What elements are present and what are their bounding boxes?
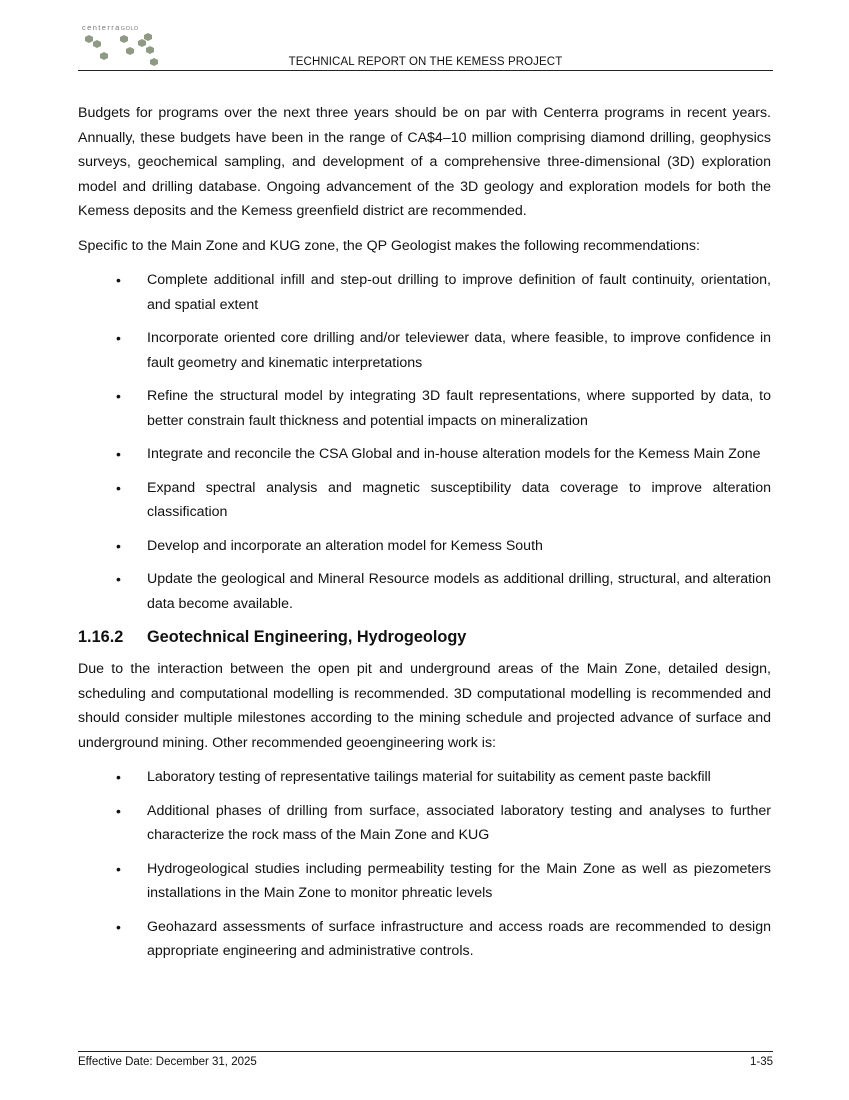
bullet-icon: • — [116, 918, 121, 935]
logo-wordmark: centerraGOLD — [82, 23, 139, 32]
bullet-icon: • — [116, 479, 121, 496]
recommendations-intro: Specific to the Main Zone and KUG zone, the QP Geologist makes the following recommendations: — [78, 237, 700, 254]
list-item: • Update the geological and Mineral Resource models as additional drilling, structural, and alteration data become available. — [78, 567, 771, 616]
bullet-icon: • — [116, 860, 121, 877]
list-item: • Geohazard assessments of surface infrastructure and access roads are recommended to design appropriate engineering and administrative controls. — [78, 915, 771, 964]
page-body — [78, 101, 771, 973]
geoengineering-paragraph: Due to the interaction between the open pit and underground areas of the Main Zone, detailed design, scheduling and computational modelling is recommended. 3D computational modelling is recommended and should consider multiple milestones according to the mining schedule and projected advance of surface and underground mining. Other recommended geoengineering work is: — [78, 661, 771, 751]
list-item: • Hydrogeological studies including permeability testing for the Main Zone as well as piezometers installations in the Main Zone to monitor phreatic levels — [78, 857, 771, 906]
geoengineering-recommendations-list — [78, 765, 771, 964]
list-item: • Expand spectral analysis and magnetic susceptibility data coverage to improve alteration classification — [78, 476, 771, 525]
list-item: • Additional phases of drilling from surface, associated laboratory testing and analyses to further characterize the rock mass of the Main Zone and KUG — [78, 799, 771, 848]
section-heading — [78, 625, 771, 649]
report-title: TECHNICAL REPORT ON THE KEMESS PROJECT — [288, 56, 563, 68]
page-footer — [78, 1051, 773, 1068]
list-item: • Complete additional infill and step-out drilling to improve definition of fault continuity, orientation, and spatial extent — [78, 268, 771, 317]
bullet-icon: • — [116, 330, 121, 346]
geology-recommendations-list — [78, 268, 771, 616]
effective-date: Effective Date: December 31, 2025 — [78, 1056, 257, 1068]
list-item: • Incorporate oriented core drilling and/or televiewer data, where feasible, to improve confidence in fault geometry and kinematic interpretations — [78, 326, 771, 375]
section-title: Geotechnical Engineering, Hydrogeology — [147, 628, 467, 646]
bullet-icon: • — [116, 769, 121, 785]
bullet-icon: • — [116, 388, 121, 404]
list-item: • Refine the structural model by integrating 3D fault representations, where supported by data, to better constrain fault thickness and potential impacts on mineralization — [78, 384, 771, 433]
bullet-icon: • — [116, 802, 121, 819]
list-item: • Develop and incorporate an alteration model for Kemess South — [78, 534, 771, 559]
bullet-icon: • — [116, 571, 121, 587]
page-number: 1-35 — [749, 1056, 773, 1068]
budget-paragraph: Budgets for programs over the next three years should be on par with Centerra programs in recent years. Annually, these budgets have been in the range of CA$4–10 million comprising diamond drilling, geophysics surveys, geochemical sampling, and development of a comprehensive three-dimensional (3D) exploration model and drilling database. Ongoing advancement of the 3D geology and exploration models for both the Kemess deposits and the Kemess greenfield district are recommended. — [78, 105, 771, 219]
list-item: • Laboratory testing of representative tailings material for suitability as cement paste backfill — [78, 765, 771, 790]
bullet-icon: • — [116, 537, 121, 554]
page-header — [78, 20, 773, 71]
bullet-icon: • — [116, 272, 121, 288]
bullet-icon: • — [116, 446, 121, 462]
section-number: 1.16.2 — [78, 628, 124, 646]
list-item: • Integrate and reconcile the CSA Global and in-house alteration models for the Kemess Main Zone — [78, 442, 771, 467]
